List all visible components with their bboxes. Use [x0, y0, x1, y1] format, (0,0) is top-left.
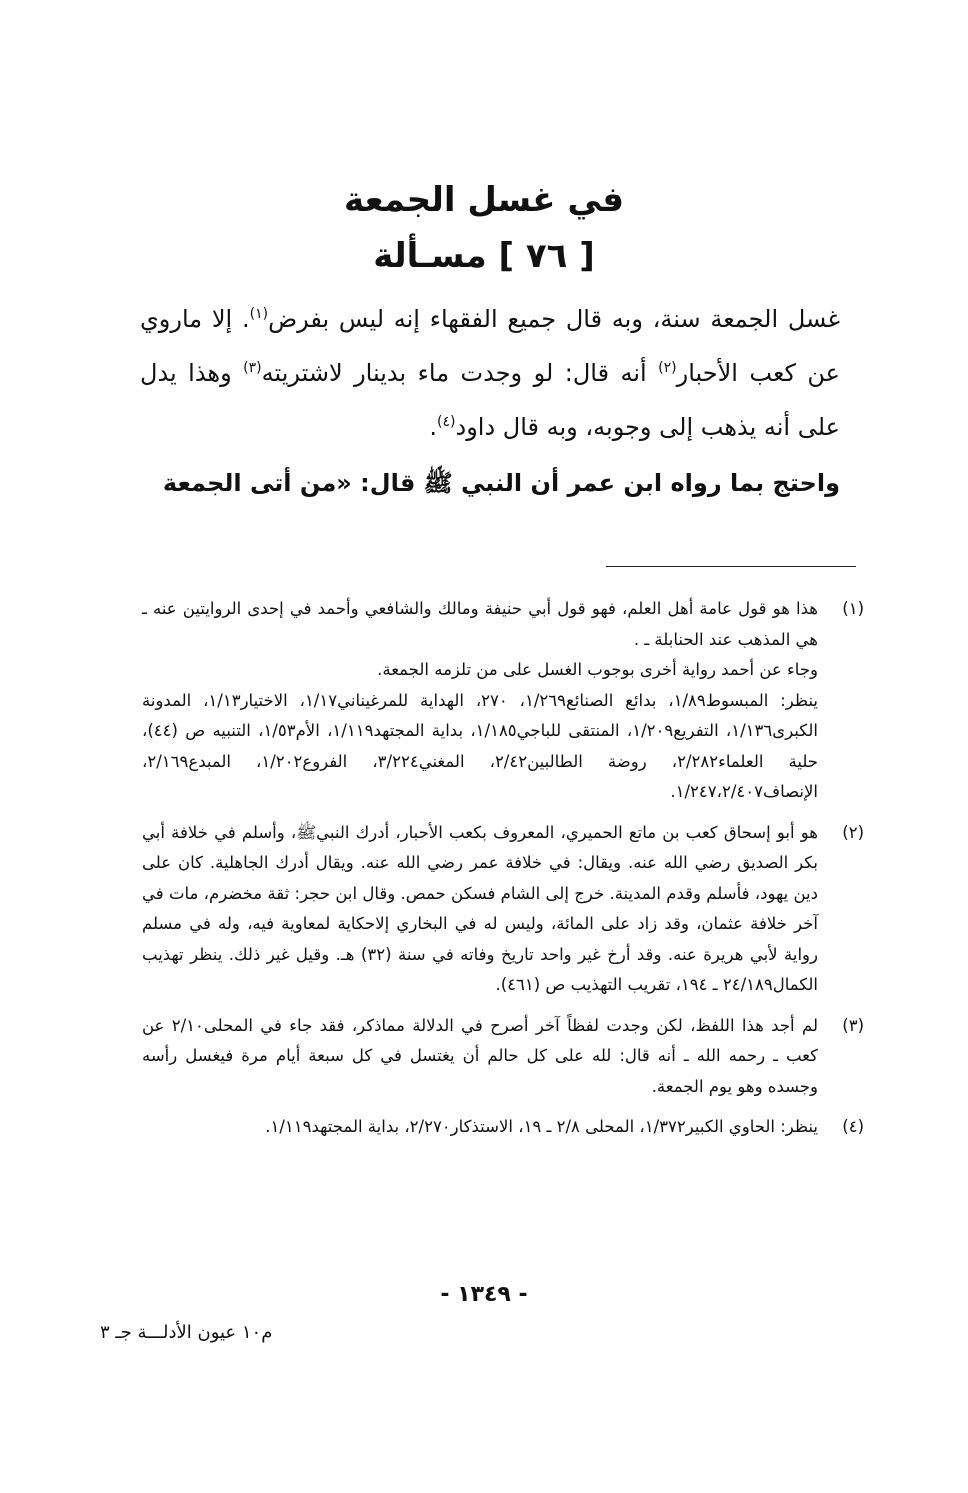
print-signature: م١٠ عيون الأدلـــة جـ ٣ — [100, 1322, 273, 1343]
paragraph-1-part-e: . — [429, 413, 438, 441]
footnote-3 — [142, 1011, 864, 1103]
footnote-ref-3[interactable]: (٣) — [243, 360, 262, 376]
footnote-line: هو أبو إسحاق كعب بن ماتع الحميري، المعروف بكعب الأحبار، أدرك النبيﷺ، وأسلم في خلافة أبي بكر الصديق رضي الله عنه. ويقال: في خلافة عمر رضي الله عنه. ويقال أدرك الجاهلية. كان على دين يهود، فأسلم وقدم المدينة. خرج إلى الشام فسكن حمص. وقال ابن حجر: ثقة مخضرم، مات في آخر خلافة عثمان، وقد زاد على المائة، وليس له في البخاري إلاحكاية لمعاوية فيه، وله في مسلم رواية لأبي هريرة عنه. وقد أرخ غير واحد تاريخ وفاته في سنة (٣٢) هـ. وقيل غير ذلك. ينظر تهذيب الكمال٢٤/١٨٩ ـ ١٩٤، تقريب التهذيب ص (٤٦١). — [142, 822, 818, 994]
footnote-ref-4[interactable]: (٤) — [437, 414, 456, 430]
footnote-number: (٤) — [842, 1117, 864, 1136]
paragraph-1 — [140, 292, 840, 454]
footnote-line: ينظر: الحاوي الكبير١/٣٧٢، المحلى ٢/٨ ـ ١٩، الاستذكار٢/٢٧٠، بداية المجتهد١/١١٩. — [265, 1117, 818, 1136]
footnote-1 — [142, 594, 864, 808]
footnote-number: (١) — [842, 599, 864, 618]
issue-number-heading: [ ٧٦ ] مسـألة — [373, 236, 595, 276]
footnote-line: وجاء عن أحمد رواية أخرى بوجوب الغسل على من تلزمه الجمعة. — [377, 660, 818, 679]
footnote-body — [142, 818, 818, 1001]
paragraph-1-part-b: . إلا ماروي عن كعب الأحبار — [140, 305, 840, 387]
footnote-line: ينظر: المبسوط١/٨٩، بدائع الصنائع١/٢٦٩، ٢٧٠، الهداية للمرغيناني١/١٧، الاختيار١/١٣، المدونة الكبرى١/١٣٦، التفريع١/٢٠٩، المنتقى للباجي١/١٨٥، بداية المجتهد١/١١٩، الأم١/٥٣، التنبيه ص (٤٤)، حلية العلماء٢/٢٨٢، روضة الطالبين٢/٤٢، المغني٣/٢٢٤، الفروع١/٢٠٢، المبدع٢/١٦٩، الإنصاف١/٢٤٧،٢/٤٠٧. — [142, 690, 819, 801]
footnote-4 — [142, 1112, 864, 1143]
footnote-body — [142, 1011, 818, 1103]
footnote-body — [142, 1112, 818, 1143]
footnote-line: هذا هو قول عامة أهل العلم، فهو قول أبي حنيفة ومالك والشافعي وأحمد في إحدى الروايتين عنه ـ هي المذهب عند الحنابلة ـ . — [142, 599, 818, 649]
footnote-number: (٢) — [842, 822, 864, 842]
main-text — [140, 292, 840, 510]
footnote-line: لم أجد هذا اللفظ، لكن وجدت لفظاً آخر أصرح في الدلالة مماذكر، فقد جاء في المحلى٢/١٠ عن كعب ـ رحمه الله ـ أنه قال: لله على كل حالم أن يغتسل في كل سبعة أيام مرة فيغسل رأسه وجسده وهو يوم الجمعة. — [142, 1015, 818, 1096]
paragraph-2: واحتج بما رواه ابن عمر أن النبي ﷺ قال: «من أتى الجمعة — [162, 469, 840, 497]
section-title: في غسل الجمعة — [343, 180, 625, 220]
footnote-2 — [142, 818, 864, 1001]
footnote-number: (٣) — [842, 1015, 864, 1035]
footnotes — [142, 594, 864, 1153]
page-number: - ١٣٤٩ - — [440, 1282, 528, 1307]
footnote-ref-1[interactable]: (١) — [249, 306, 269, 322]
paragraph-1-part-c: أنه قال: لو وجدت ماء بدينار لاشتريته — [261, 359, 659, 387]
paragraph-1-part-a: غسل الجمعة سنة، وبه قال جميع الفقهاء إنه ليس بفرض — [268, 305, 841, 333]
paragraph-1-part-d: وهذا يدل على أنه يذهب إلى وجوبه، وبه قال داود — [140, 359, 840, 441]
footnote-ref-2[interactable]: (٢) — [658, 360, 677, 376]
footnote-body — [142, 594, 818, 808]
footnote-separator — [606, 566, 856, 567]
